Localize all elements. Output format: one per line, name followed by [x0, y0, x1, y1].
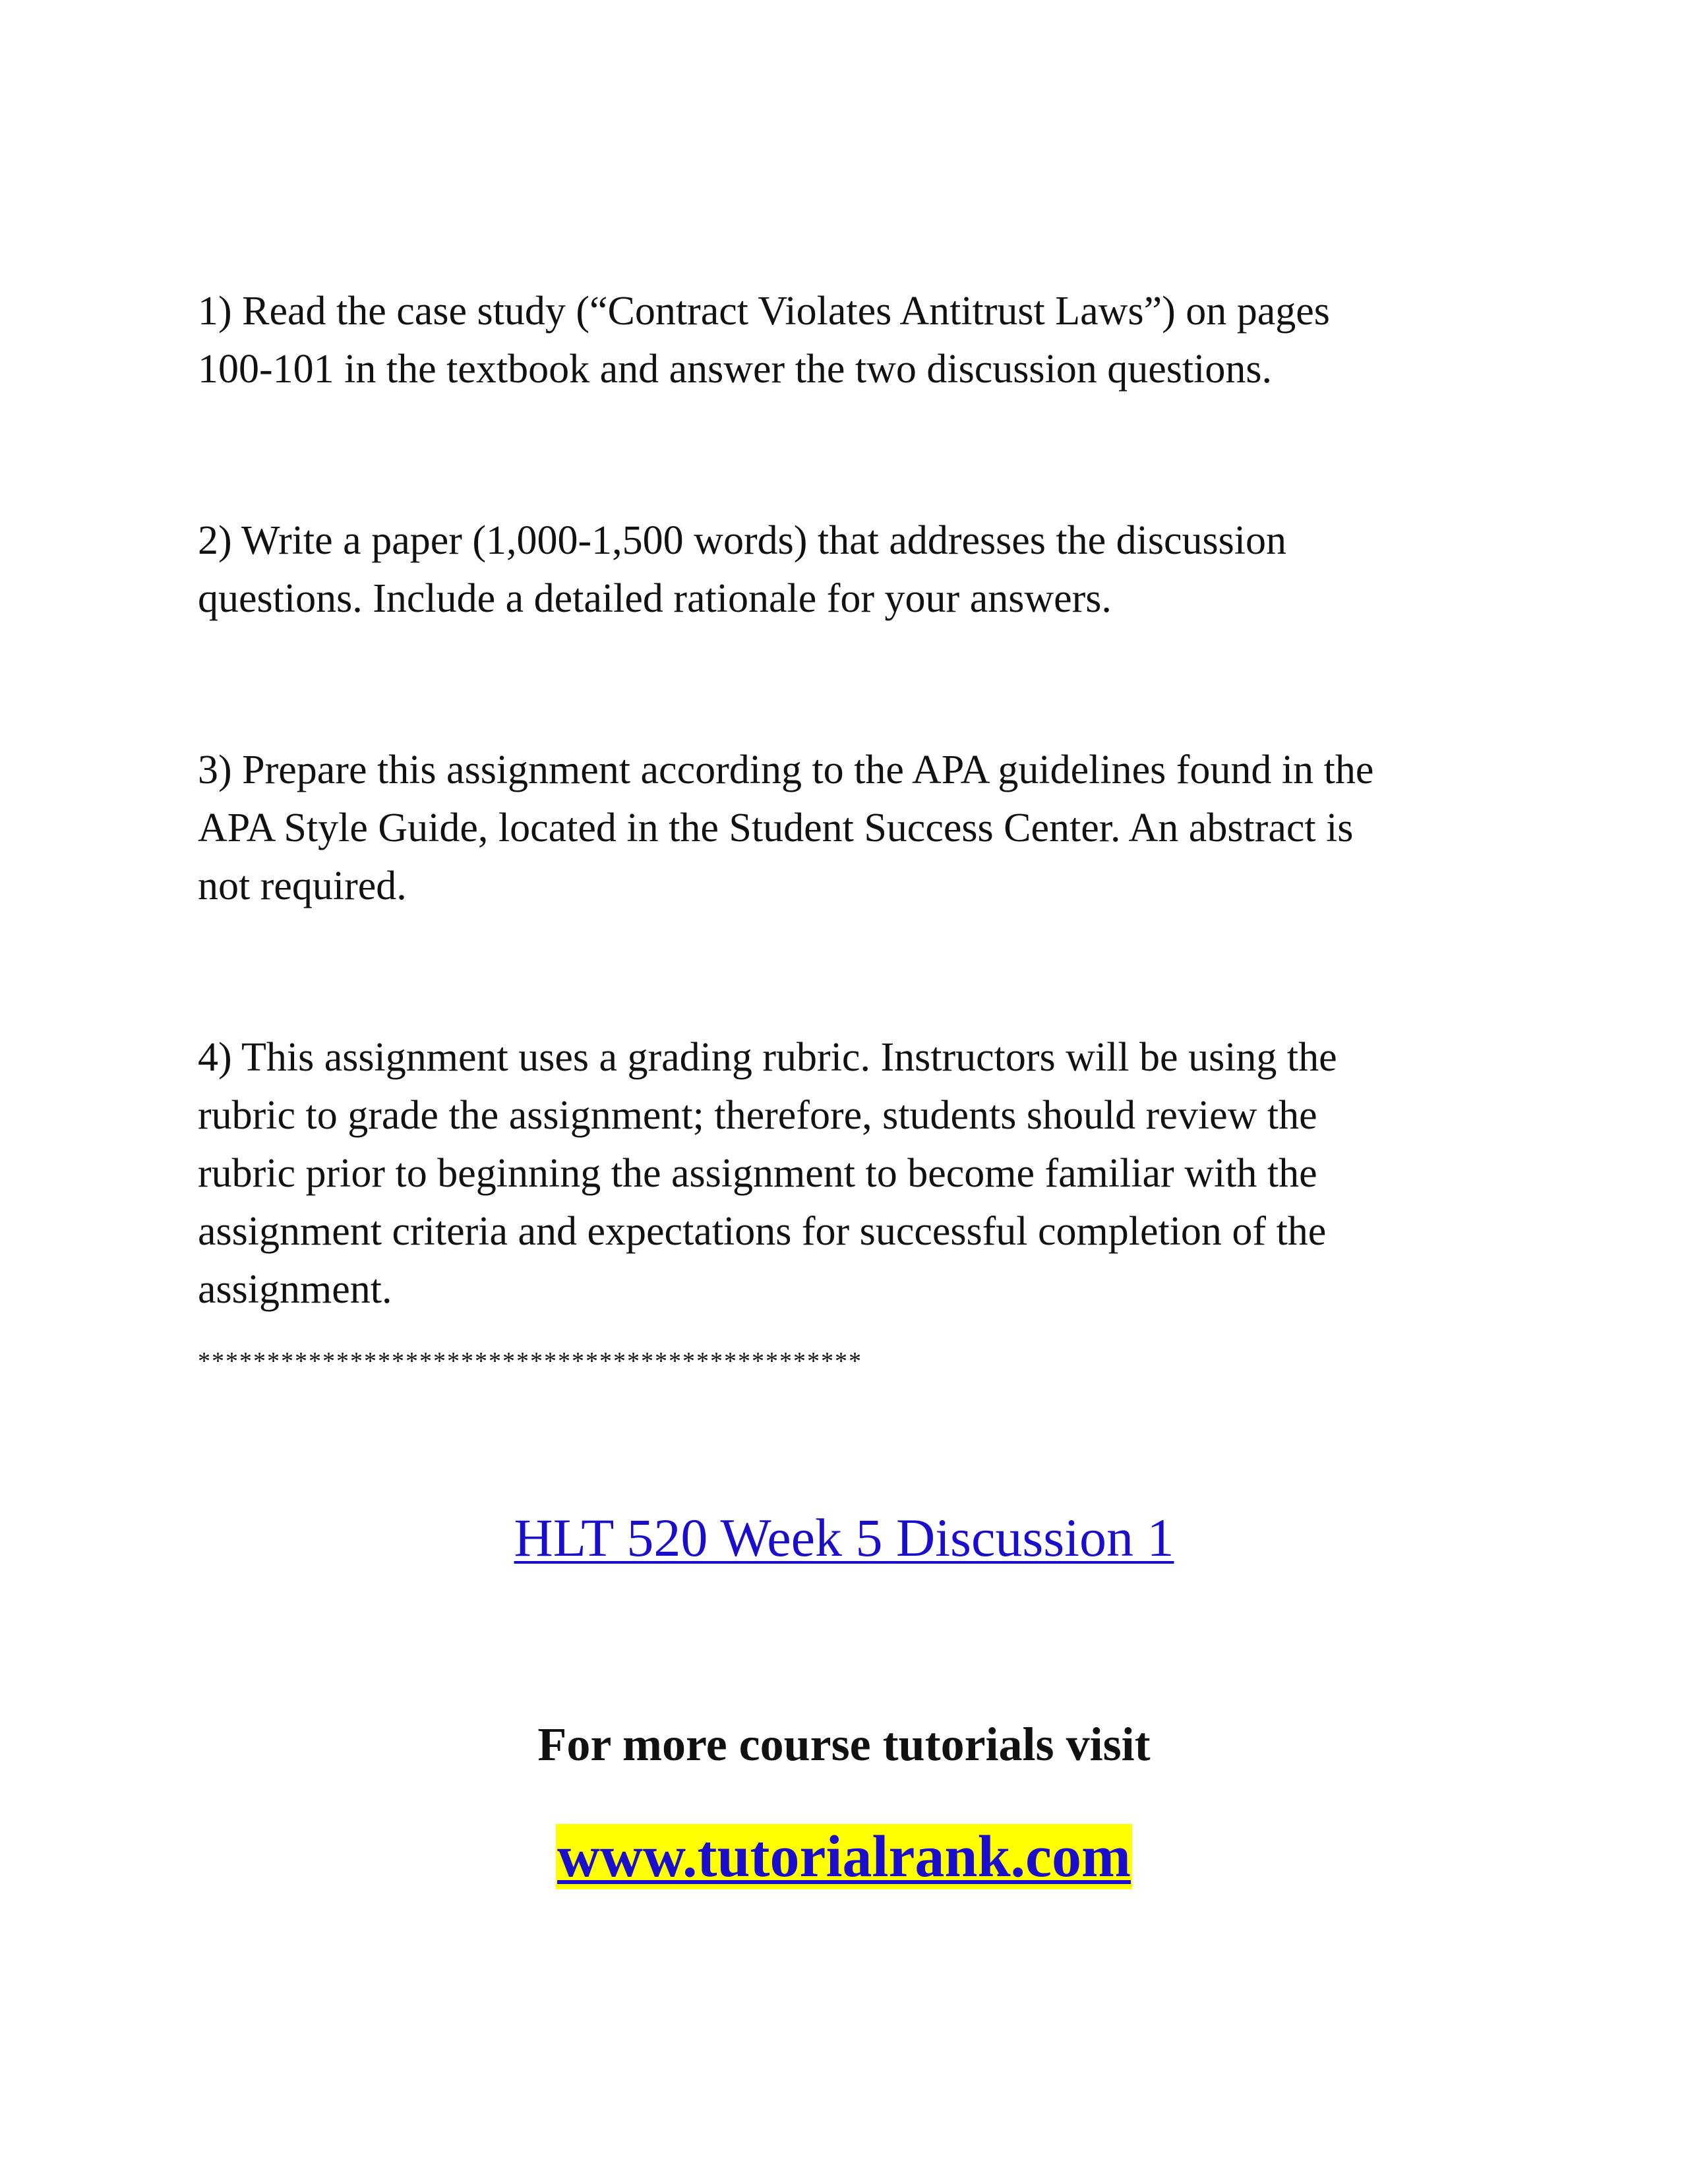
- promo-text: For more course tutorials visit: [537, 1718, 1151, 1771]
- instruction-paragraph-3: 3) Prepare this assignment according to the APA guidelines found in the APA Style Guide, located in the Student Success Center. An abstract is not required.: [198, 748, 1374, 908]
- asterisk-separator: ************************************************: [198, 1347, 862, 1375]
- course-title-link[interactable]: HLT 520 Week 5 Discussion 1: [514, 1508, 1174, 1568]
- site-url-link[interactable]: www.tutorialrank.com: [557, 1824, 1131, 1889]
- instruction-paragraph-2: 2) Write a paper (1,000-1,500 words) that addresses the discussion questions. Include a detailed rationale for your answers.: [198, 518, 1287, 621]
- site-link-container: [0, 1818, 1688, 1896]
- instruction-paragraph-1: 1) Read the case study (“Contract Violates Antitrust Laws”) on pages 100-101 in the textbook and answer the two discussion questions.: [198, 289, 1330, 392]
- course-link-container: [0, 1502, 1688, 1574]
- instruction-paragraph-4: 4) This assignment uses a grading rubric. Instructors will be using the rubric to grade the assignment; therefore, students should review the rubric prior to beginning the assignment to become familiar with the assignment criteria and expectations for successful completion of the assignment.: [198, 1035, 1337, 1312]
